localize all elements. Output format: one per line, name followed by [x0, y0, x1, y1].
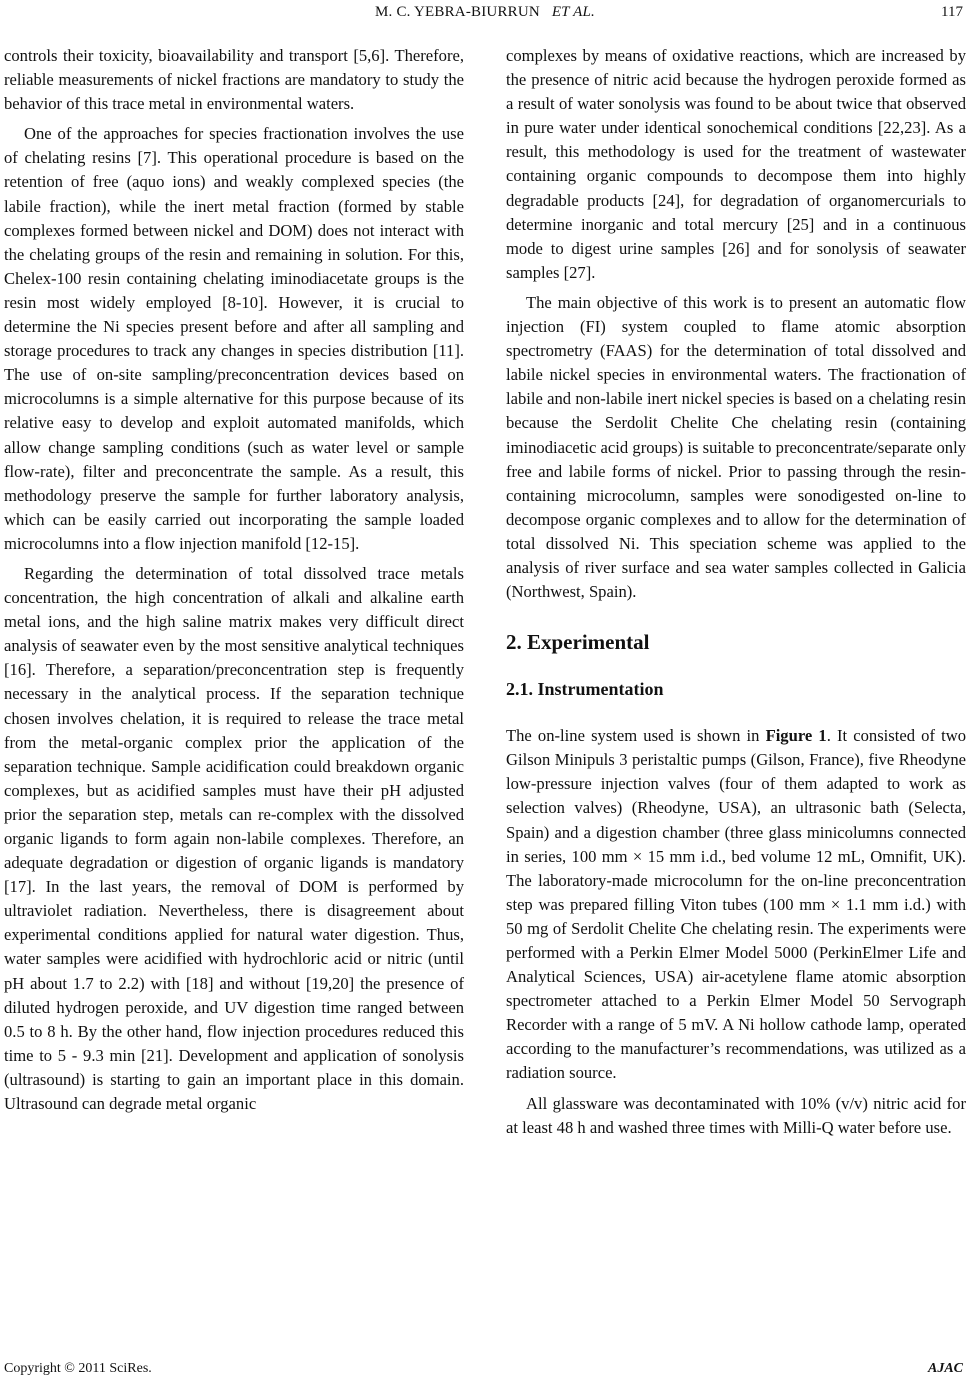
journal-abbreviation: AJAC [927, 1361, 963, 1376]
paragraph-total-dissolved: Regarding the determination of total dissolved trace metals concentration, the high concentration of alkali and alkaline earth metal ions, and the high saline matrix makes very difficult direct analysis of seawater even by the most sensitive analytical techniques [16]. Therefore, a separation/preconcentration step is frequently necessary in the analytical process. If the separation technique chosen involves chelation, it is required to release the trace metal from the metal-organic complex prior the application of the separation technique. Sample acidification could breakdown organic complexes, but as acidified samples must have their pH adjusted prior the separation step, metals can re-complex with the dissolved organic ligands to form again non-labile complexes. Therefore, an adequate degradation or digestion of organic ligands is mandatory [17]. In the last years, the removal of DOM is performed by ultraviolet radiation. Nevertheless, there is disagreement about experimental conditions applied for natural water digestion. Thus, water samples were acidified with hydrochloric acid or nitric (until pH about 1.7 to 2.2) with [18] and without [19,20] the presence of diluted hydrogen peroxide, and UV digestion time ranged between 0.5 to 8 h. By the other hand, flow injection procedures reduced this time to 5 - 9.3 min [21]. Development and application of sonolysis (ultrasound) is starting to gain an important place in this domain. Ultrasound can degrade metal organic [4, 563, 464, 1114]
authors-names: M. C. YEBRA-BIURRUN [375, 4, 540, 20]
section-heading-experimental: 2. Experimental [506, 630, 650, 655]
instrumentation-text-rest: . It consisted of two Gilson Minipuls 3 peristaltic pumps (Gilson, France), five Rheodyne low-pressure injection valves (four of them adapted to work as selection valves) (Rheodyne, USA), an ultrasonic bath (Selecta, Spain) and a digestion chamber (three glass minicolumns connected in series, 100 mm × 15 mm i.d., bed volume 12 mL, Omnifit, UK). The laboratory-made microcolumn for the on-line preconcentration step was prepared filling Viton tubes (100 mm × 1.1 mm i.d.) with 50 mg of Serdolit Chelite Che chelating resin. The experiments were performed with a Perkin Elmer Model 5000 (PerkinElmer Life and Analytical Sciences, USA) air-acetylene flame atomic absorption spectrometer attached to a Perkin Elmer Model 50 Servograph Recorder with a range of 5 mV. A Ni hollow cathode lamp, operated according to the manufacturer’s recommendations, was utilized as a radiation source. [506, 726, 966, 1083]
page-footer [0, 1358, 970, 1382]
instrumentation-text-start: The on-line system used is shown in [506, 726, 766, 746]
page-number: 117 [941, 4, 963, 20]
paragraph-fractionation: One of the approaches for species fractionation involves the use of chelating resins [7]. This operational procedure is based on the retention of free (aquo ions) and weakly complexed species (the labile fraction), while the inert metal fraction (formed by stable complexes formed between nickel and DOM) does not interact with the chelating groups of the resin and remaining in solution. For this, Chelex-100 resin containing chelating iminodiacetate groups is the resin most widely employed [8-10]. However, it is crucial to determine the Ni species present before and after all sampling and storage procedures to track any changes in species distribution [11]. The use of on-site sampling/preconcentration devices based on microcolumns is a simple alternative for this purpose because of its relative easy to develop and exploit automated manifolds, which allow change sampling conditions (such as water level or sample flow-rate), filter and preconcentrate the sample. As a result, this methodology preserve the sample for further laboratory analysis, which can be easily carried out incorporating the sample loaded microcolumns into a flow injection manifold [12-15]. [4, 124, 464, 553]
running-header-authors [0, 4, 970, 21]
running-header [0, 0, 970, 30]
paragraph-instrumentation [506, 724, 966, 1085]
right-column [506, 44, 966, 1140]
paragraph-objective: The main objective of this work is to present an automatic flow injection (FI) system coupled to flame atomic absorption spectrometry (FAAS) for the determination of total dissolved and labile nickel species in environmental waters. The fractionation of labile and non-labile inert nickel species is based on a chelating resin because the Serdolit Chelite Che chelating resin (containing iminodiacetic acid groups) is suitable to preconcentrate/separate only free and labile forms of nickel. Prior to passing through the resin-containing microcolumn, samples were sonodigested on-line to decompose organic complexes and to allow for the determination of total dissolved Ni. This speciation scheme was applied to the analysis of river surface and sea water samples collected in Galicia (Northwest, Spain). [506, 292, 966, 602]
figure-1-reference[interactable]: Figure 1 [765, 726, 827, 746]
left-column [4, 44, 464, 1116]
paragraph-intro-continued: controls their toxicity, bioavailability and transport [5,6]. Therefore, reliable measurements of nickel fractions are mandatory to study the behavior of this trace metal in environmental waters. [4, 46, 464, 114]
copyright-notice: Copyright © 2011 SciRes. [4, 1361, 152, 1376]
subsection-heading-instrumentation: 2.1. Instrumentation [506, 679, 664, 700]
paragraph-glassware: All glassware was decontaminated with 10% (v/v) nitric acid for at least 48 h and washed three times with Milli-Q water before use. [506, 1093, 966, 1137]
paragraph-sonolysis: complexes by means of oxidative reactions, which are increased by the presence of nitric acid because the hydrogen peroxide formed as a result of water sonolysis was found to be about twice that observed in pure water under identical sonochemical conditions [22,23]. As a result, this methodology is used for the treatment of wastewater containing organic compounds to decompose them into highly degradable products [24], for degradation of organomercurials to determine inorganic and total mercury [25] and in a continuous mode to digest urine samples [26] and for sonolysis of seawater samples [27]. [506, 46, 966, 282]
authors-etal: ET AL. [551, 4, 595, 20]
